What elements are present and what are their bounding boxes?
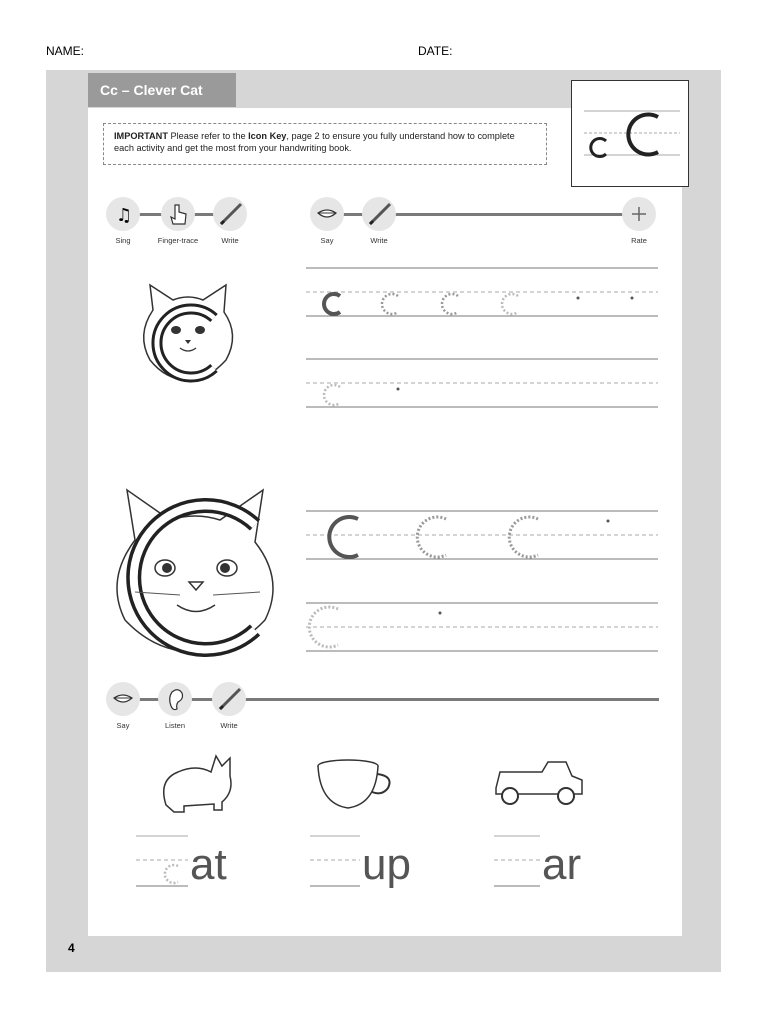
letter-key-drawing <box>572 81 690 188</box>
music-note-icon <box>106 197 140 231</box>
icon-label-say: Say <box>116 721 130 730</box>
word-ending-cup: up <box>362 840 411 889</box>
word-ending-car: ar <box>542 840 582 889</box>
pencil-icon <box>213 197 247 231</box>
finger-icon <box>161 197 195 231</box>
mouth-icon <box>310 197 344 231</box>
icon-label-listen: Listen <box>164 721 185 730</box>
icon-label-sing: Sing <box>115 236 131 245</box>
pencil-icon <box>212 682 246 716</box>
lesson-title: Cc – Clever Cat <box>88 73 236 107</box>
important-text2: , page 2 to ensure you fully understand how to complete each activity and get the most from your handwriting book. <box>114 131 515 153</box>
name-label: NAME: <box>46 44 85 58</box>
page-number: 4 <box>68 941 75 955</box>
plus-icon <box>622 197 656 231</box>
icon-label-write: Write <box>220 721 238 730</box>
icon-label-rate: Rate <box>631 236 647 245</box>
mouth-icon <box>106 682 140 716</box>
lowercase-practice-lines <box>306 262 660 412</box>
important-notice <box>103 123 547 165</box>
car-picture <box>492 758 586 808</box>
word-ending-cat: at <box>190 840 227 889</box>
icon-label-write: Write <box>221 236 239 245</box>
cat-picture <box>156 750 236 816</box>
svg-text:♫: ♫ <box>116 205 133 226</box>
cat-c-illustration <box>128 280 248 385</box>
cup-picture <box>314 756 394 814</box>
icon-key-ref: Icon Key <box>248 131 287 141</box>
icon-label-finger-trace: Finger-trace <box>157 236 199 245</box>
letter-key-box <box>571 80 689 187</box>
icon-label-write: Write <box>370 236 388 245</box>
cat-big-c-illustration <box>95 480 295 660</box>
ear-icon <box>158 682 192 716</box>
uppercase-practice-lines <box>306 505 660 657</box>
important-strong: IMPORTANT <box>114 131 168 141</box>
pencil-icon <box>362 197 396 231</box>
icon-label-say: Say <box>320 236 334 245</box>
date-label: DATE: <box>418 44 453 58</box>
important-text1: Please refer to the <box>167 131 249 141</box>
